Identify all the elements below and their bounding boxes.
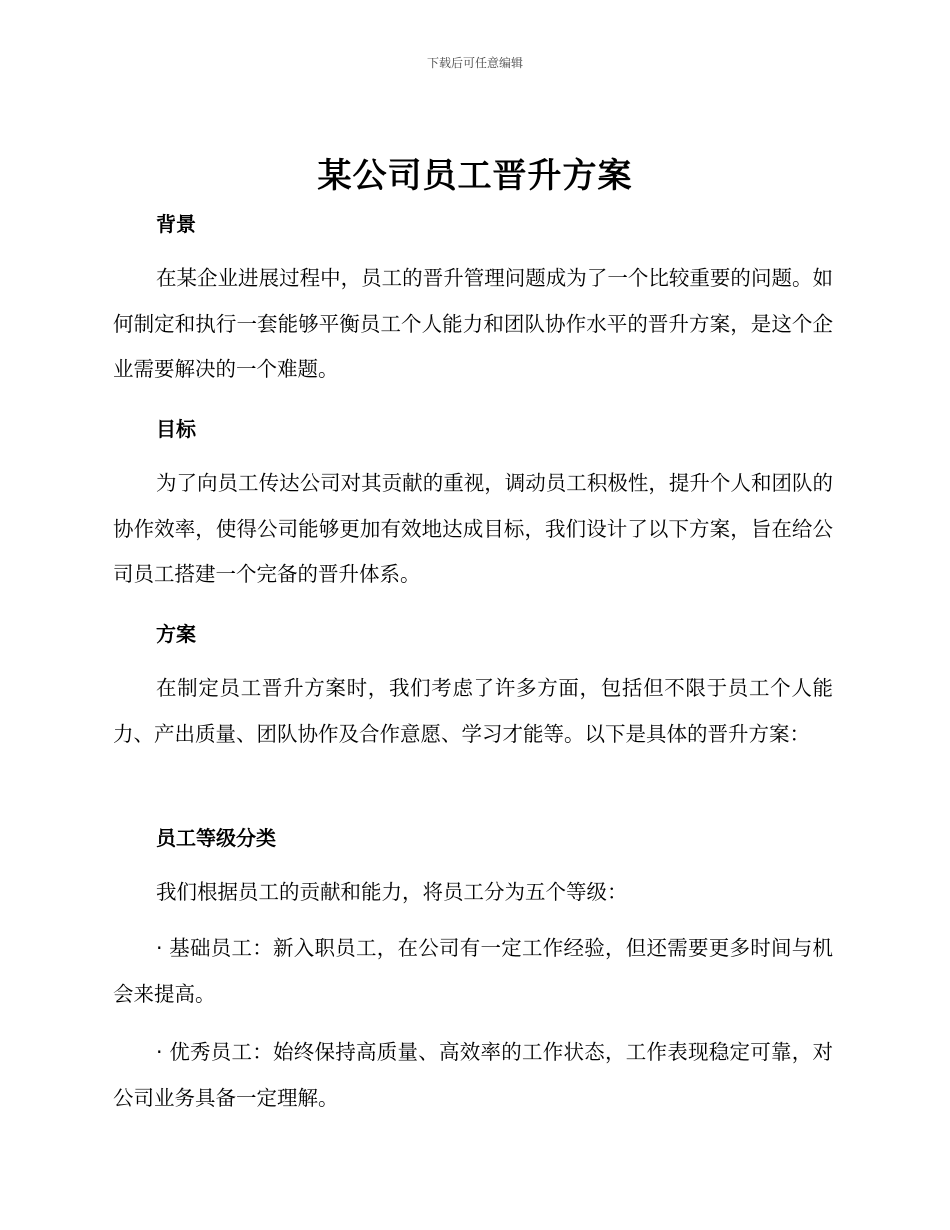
section-heading-goal: 目标	[156, 417, 196, 441]
paragraph-plan: 在制定员工晋升方案时，我们考虑了许多方面，包括但不限于员工个人能力、产出质量、团队协作及合作意愿、学习才能等。以下是具体的晋升方案：	[113, 676, 833, 746]
section-heading-plan: 方案	[156, 622, 196, 646]
document-title: 某公司员工晋升方案	[317, 156, 633, 196]
section-heading-background: 背景	[156, 212, 196, 236]
header-note: 下载后可任意编辑	[426, 56, 523, 70]
paragraph-levels-intro: 我们根据员工的贡献和能力，将员工分为五个等级：	[156, 880, 628, 904]
section-heading-levels: 员工等级分类	[156, 826, 276, 850]
list-item-basic-employee: · 基础员工：新入职员工，在公司有一定工作经验，但还需要更多时间与机会来提高。	[113, 936, 833, 1006]
paragraph-background: 在某企业进展过程中，员工的晋升管理问题成为了一个比较重要的问题。如何制定和执行一套能够平衡员工个人能力和团队协作水平的晋升方案，是这个企业需要解决的一个难题。	[113, 266, 833, 381]
paragraph-goal: 为了向员工传达公司对其贡献的重视，调动员工积极性，提升个人和团队的协作效率，使得公司能够更加有效地达成目标，我们设计了以下方案，旨在给公司员工搭建一个完备的晋升体系。	[113, 471, 833, 586]
list-item-excellent-employee: · 优秀员工：始终保持高质量、高效率的工作状态，工作表现稳定可靠，对公司业务具备一定理解。	[113, 1040, 833, 1110]
